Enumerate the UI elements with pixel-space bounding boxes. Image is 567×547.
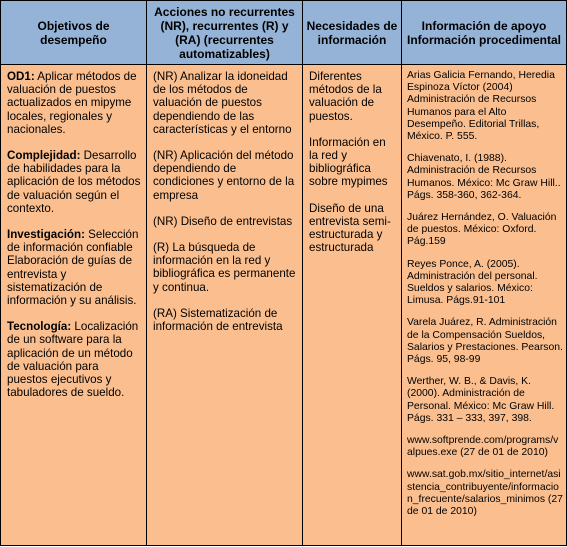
apoyo-cell [402, 65, 567, 546]
header-necesidades: Necesidades de información [303, 1, 402, 65]
objetivo-text: Selección de información confiable Elaboración de guías de entrevista y sistematización de información y su análisis. [7, 228, 139, 308]
objetivo-label: OD1: [7, 70, 35, 83]
objetivos-cell [1, 65, 147, 546]
objetivo-text: Aplicar métodos de valuación de puestos actualizados en mipyme locales, regionales y nacionales. [7, 70, 137, 136]
objetivo-label: Tecnología: [7, 320, 72, 334]
reference-link: www.sat.gob.mx/sitio_internet/asistencia_contribuyente/informacion_frecuente/salarios_minimos (27 de 01 de 2010) [407, 469, 563, 518]
objetivo-item [7, 149, 142, 215]
accion-item: (RA) Sistematización de información de entrevista [153, 306, 283, 334]
accion-item: (NR) Analizar la idoneidad de los métodos de valuación de puestos dependiendo de las características y el entorno [153, 70, 292, 136]
accion-item: (R) La búsqueda de información en la red y bibliográfica es permanente y continua. [153, 241, 296, 294]
header-row [1, 1, 567, 65]
reference-item: Reyes Ponce, A. (2005). Administración del personal. Sueldos y salarios. México: Limusa. Págs.91-101 [407, 258, 538, 307]
header-acciones: Acciones no recurrentes (NR), recurrentes (R) y (RA) (recurrentes automatizables) [147, 1, 303, 65]
objetivo-text: Localización de un software para la aplicación de un método de valuación para puestos ejecutivos y tabuladores de sueldo. [7, 320, 139, 400]
header-apoyo: Información de apoyo Información procedimental [402, 1, 567, 65]
objetivo-item [7, 320, 142, 399]
objetivo-item [7, 228, 142, 307]
objetivo-label: Complejidad: [7, 149, 81, 163]
necesidades-cell [303, 65, 402, 546]
objetivo-item [7, 70, 142, 136]
reference-link: www.softprende.com/programs/valpues.exe (27 de 01 de 2010) [407, 435, 559, 459]
necesidad-item: Diferentes métodos de la valuación de puestos. [309, 70, 382, 123]
reference-item: Arias Galicia Fernando, Heredia Espinoza Víctor (2004) Administración de Recursos Humanos para el Alto Desempeño. Editorial Trillas, México. P. 555. [407, 70, 555, 143]
content-row [1, 65, 567, 546]
acciones-cell [147, 65, 303, 546]
reference-item: Juárez Hernández, O. Valuación de puestos. México: Oxford. Pág.159 [407, 212, 557, 248]
necesidad-item: Información en la red y bibliográfica sobre mypimes [309, 135, 388, 189]
objetivo-label: Investigación: [7, 228, 85, 242]
reference-item: Varela Juárez, R. Administración de la Compensación Sueldos, Salarios y Prestaciones. Pearson. Págs. 95, 98-99 [407, 317, 563, 366]
accion-item: (NR) Aplicación del método dependiendo de condiciones y entorno de la empresa [153, 149, 295, 202]
reference-item: Chiavenato, I. (1988). Administración de Recursos Humanos. México: Mc Graw Hill.. Págs. 358-360, 362-364. [407, 153, 561, 201]
accion-item: (NR) Diseño de entrevistas [153, 214, 293, 228]
objetivo-text: Desarrollo de habilidades para la aplicación de los métodos de valuación según el contexto. [7, 149, 141, 215]
header-objetivos: Objetivos de desempeño [1, 1, 147, 65]
necesidad-item: Diseño de una entrevista semi-estructurada y estructurada [309, 201, 391, 255]
reference-item: Werther, W. B., & Davis, K. (2000). Administración de Personal. México: Mc Graw Hill. Págs. 331 – 333, 397, 398. [407, 376, 555, 424]
